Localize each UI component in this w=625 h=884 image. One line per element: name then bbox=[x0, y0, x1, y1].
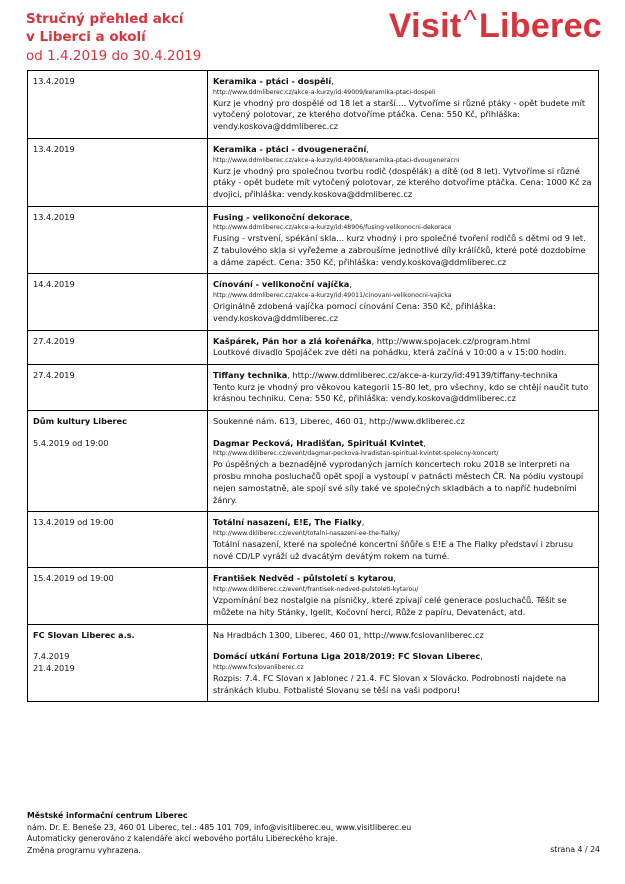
venue-row bbox=[28, 411, 599, 512]
venue-name: FC Slovan Liberec a.s. bbox=[33, 629, 135, 640]
event-date-second: 21.4.2019 bbox=[33, 662, 75, 673]
event-title: Kašpárek, Pán hor a zlá kořenářka bbox=[213, 335, 372, 346]
event-title: Cínování - velikonoční vajíčka bbox=[213, 279, 350, 290]
event-content bbox=[208, 568, 599, 624]
event-title: Dagmar Pecková, Hradišťan, Spirituál Kvintet bbox=[213, 437, 424, 448]
event-date: 27.4.2019 bbox=[28, 330, 208, 364]
venue-cell bbox=[28, 624, 208, 702]
event-title-tail[interactable]: , bbox=[349, 279, 352, 290]
event-description: Po úspěšných a beznadějně vyprodaných jarních koncertech roku 2018 se interpreti na prosbu mnoha posluchačů opět spojí a vystoupí v patnácti městech ČR. Na pódiu vystoupí nejen samostatně, ale spojí své síly také ve společných skladbách a to napříč hudebními žánry. bbox=[213, 459, 584, 505]
venue-spacer bbox=[33, 641, 202, 651]
event-title-tail[interactable]: , bbox=[480, 651, 483, 662]
header-title-line1: Stručný přehled akcí bbox=[26, 11, 184, 27]
event-title-tail[interactable]: , bbox=[349, 211, 353, 222]
venue-address: Soukenné nám. 613, Liberec, 460 01, http://www.dkliberec.cz bbox=[213, 416, 465, 427]
event-date: 7.4.2019 bbox=[33, 651, 70, 662]
event-title-tail[interactable]: , bbox=[423, 437, 427, 448]
event-row bbox=[28, 330, 599, 364]
event-title: Totální nasazení, E!E, The Fialky bbox=[213, 517, 362, 528]
event-title-line bbox=[213, 144, 593, 156]
event-description: Fusing - vrstvení, spékání skla... kurz vhodný i pro společné tvoření rodičů s dětmi od 9 let. Z tabulového skla si vyřežeme a zabroušíme jednotlivé díly králíčků, které poté dozdobíme a dáme zapéct. Cena: 350 Kč, přihláška: vendy.koskova@ddmliberec.cz bbox=[213, 233, 586, 267]
footer-address: nám. Dr. E. Beneše 23, 460 01 Liberec, tel.: 485 101 709, info@visitliberec.eu, www.visitliberec.eu bbox=[27, 822, 412, 832]
event-title: Fusing - velikonoční dekorace bbox=[213, 211, 350, 222]
event-content bbox=[208, 206, 599, 274]
event-row bbox=[28, 274, 599, 330]
event-title-tail[interactable]: , bbox=[361, 517, 365, 528]
event-date: 5.4.2019 od 19:00 bbox=[33, 437, 109, 448]
event-title: Tiffany technika bbox=[213, 369, 288, 380]
event-description: Vzpomínání bez nostalgie na písničky, které zpívají celé generace posluchačů. Těšit se můžete na hity Stánky, Igelit, Kočovní herci, Růže z papíru, Devatenáct, atd. bbox=[213, 595, 567, 617]
events-table bbox=[27, 70, 599, 702]
event-date: 13.4.2019 bbox=[28, 71, 208, 139]
event-title-tail[interactable]: , bbox=[393, 573, 396, 584]
event-title: František Nedvěd - půlstoletí s kytarou bbox=[213, 573, 394, 584]
event-title: Domácí utkání Fortuna Liga 2018/2019: FC Slovan Liberec bbox=[213, 651, 481, 662]
event-date: 13.4.2019 od 19:00 bbox=[28, 512, 208, 568]
event-description: Totální nasazení, které na společné koncertní šňůře s E!E a The Fialky představí i zbrusu nové CD/LP vyráží už dvacátým devátým rokem na turné. bbox=[213, 538, 574, 561]
event-title-tail[interactable]: , bbox=[366, 143, 369, 154]
event-description: Kurz je vhodný pro společnou tvorbu rodič (dospělák) a dítě (od 8 let). Vytvoříme si různé ptáky - opět budete mít vytočený polotovar, ze kterého dotvoříme ptáčka. Cena: 1000 Kč za dvojici, přihláška: vendy.koskova@ddmliberec.cz bbox=[213, 165, 592, 199]
venue-row bbox=[28, 624, 599, 702]
event-link[interactable]: http://www.ddmliberec.cz/akce-a-kurzy/id:49009/keramika-ptaci-dospeli bbox=[213, 88, 436, 96]
venue-spacer bbox=[213, 641, 593, 651]
event-content bbox=[208, 274, 599, 330]
event-link[interactable]: http://www.ddmliberec.cz/akce-a-kurzy/id:48906/fusing-velikonocni-dekorace bbox=[213, 224, 452, 232]
event-description: Rozpis: 7.4. FC Slovan x Jablonec / 21.4. FC Slovan x Slovácko. Podrobnosti najdete na stránkách klubu. Fotbalisté Slovanu se těší na vaši podporu! bbox=[213, 672, 567, 695]
event-description: Loutkové divadlo Spojáček zve děti na pohádku, která začíná v 10:00 a v 15:00 hodin. bbox=[213, 347, 567, 358]
event-date: 15.4.2019 od 19:00 bbox=[28, 568, 208, 624]
event-link[interactable]: http://www.dkliberec.cz/event/frantisek-nedved-pulstoleti-kytarou/ bbox=[213, 586, 419, 594]
footer bbox=[27, 810, 411, 856]
event-content bbox=[208, 330, 599, 364]
event-row bbox=[28, 206, 599, 274]
header-date-range: od 1.4.2019 do 30.4.2019 bbox=[26, 48, 202, 64]
logo-word-liberec: Liberec bbox=[478, 7, 602, 45]
event-link[interactable]: http://www.ddmliberec.cz/akce-a-kurzy/id:49008/keramika-ptaci-dvougeneracni bbox=[213, 156, 460, 164]
event-content bbox=[208, 138, 599, 206]
page-number: strana 4 / 24 bbox=[550, 845, 600, 854]
event-title-tail[interactable]: , http://www.spojacek.cz/program.html bbox=[371, 335, 531, 346]
event-date: 13.4.2019 bbox=[28, 206, 208, 274]
footer-org: Městské informační centrum Liberec bbox=[27, 811, 188, 820]
event-row bbox=[28, 71, 599, 139]
event-title: Keramika - ptáci - dospělí bbox=[213, 76, 332, 86]
event-title-line bbox=[213, 438, 593, 450]
event-link[interactable]: http://www.dkliberec.cz/event/totalni-nasazeni-ee-the-fialky/ bbox=[213, 529, 400, 537]
event-date: 27.4.2019 bbox=[28, 364, 208, 410]
event-title-tail[interactable]: , http://www.ddmliberec.cz/akce-a-kurzy/id:49139/tiffany-technika bbox=[287, 369, 558, 380]
event-row bbox=[28, 364, 599, 410]
event-link[interactable]: http://www.ddmliberec.cz/akce-a-kurzy/id:49011/cinovani-velikonocni-vajicka bbox=[213, 292, 452, 300]
event-content bbox=[208, 364, 599, 410]
logo-word-visit: Visit bbox=[388, 7, 462, 45]
event-title-line bbox=[213, 370, 593, 382]
venue-address: Na Hradbách 1300, Liberec, 460 01, http://www.fcslovanliberec.cz bbox=[213, 629, 484, 640]
event-link[interactable]: http://www.fcslovanliberec.cz bbox=[213, 663, 304, 671]
venue-content bbox=[208, 411, 599, 512]
event-row bbox=[28, 138, 599, 206]
venue-name: Dům kultury Liberec bbox=[33, 416, 127, 427]
event-title-line bbox=[213, 573, 593, 585]
event-row bbox=[28, 512, 599, 568]
event-date: 14.4.2019 bbox=[28, 274, 208, 330]
event-date: 13.4.2019 bbox=[28, 138, 208, 206]
event-title-tail[interactable]: , bbox=[331, 76, 334, 86]
event-title-line bbox=[213, 76, 593, 88]
visit-liberec-logo bbox=[389, 6, 602, 48]
event-content bbox=[208, 512, 599, 568]
venue-cell bbox=[28, 411, 208, 512]
footer-note-changes: Změna programu vyhrazena. bbox=[27, 845, 141, 855]
venue-content bbox=[208, 624, 599, 702]
event-description: Kurz je vhodný pro dospělé od 18 let a starší.... Vytvoříme si různé ptáky - opět budete mít vytočený polotovar, ze kterého dotvoříme ptáčka. Cena: 550 Kč, přihláška: vendy.koskova@ddmliberec.cz bbox=[213, 97, 586, 132]
event-description: Tento kurz je vhodný pro věkovou kategorii 15-80 let, pro všechny, kdo se chtějí naučit tuto krásnou techniku. Cena: 550 Kč, přihláška: vendy.koskova@ddmliberec.cz bbox=[213, 381, 589, 404]
footer-note-generated: Automaticky generováno z kalendáře akcí webového portálu Libereckého kraje. bbox=[27, 834, 338, 843]
event-title-line bbox=[213, 517, 593, 529]
event-content bbox=[208, 71, 599, 139]
document-header bbox=[26, 10, 201, 66]
event-title: Keramika - ptáci - dvougenerační bbox=[213, 143, 367, 154]
event-title-line bbox=[213, 279, 593, 291]
event-title-line bbox=[213, 336, 593, 348]
logo-caret: ^ bbox=[463, 4, 477, 35]
event-row bbox=[28, 568, 599, 624]
venue-spacer bbox=[33, 428, 202, 438]
event-link[interactable]: http://www.dkliberec.cz/event/dagmar-peckova-hradistan-spiritual-kvintet-spolecny-koncert/ bbox=[213, 450, 499, 458]
venue-spacer bbox=[213, 428, 593, 438]
event-description: Originálně zdobená vajíčka pomocí cínování Cena: 350 Kč, přihláška: vendy.koskova@ddmliberec.cz bbox=[213, 301, 496, 323]
event-title-line bbox=[213, 651, 593, 663]
header-title-line2: v Liberci a okolí bbox=[26, 29, 146, 45]
event-title-line bbox=[213, 212, 593, 224]
